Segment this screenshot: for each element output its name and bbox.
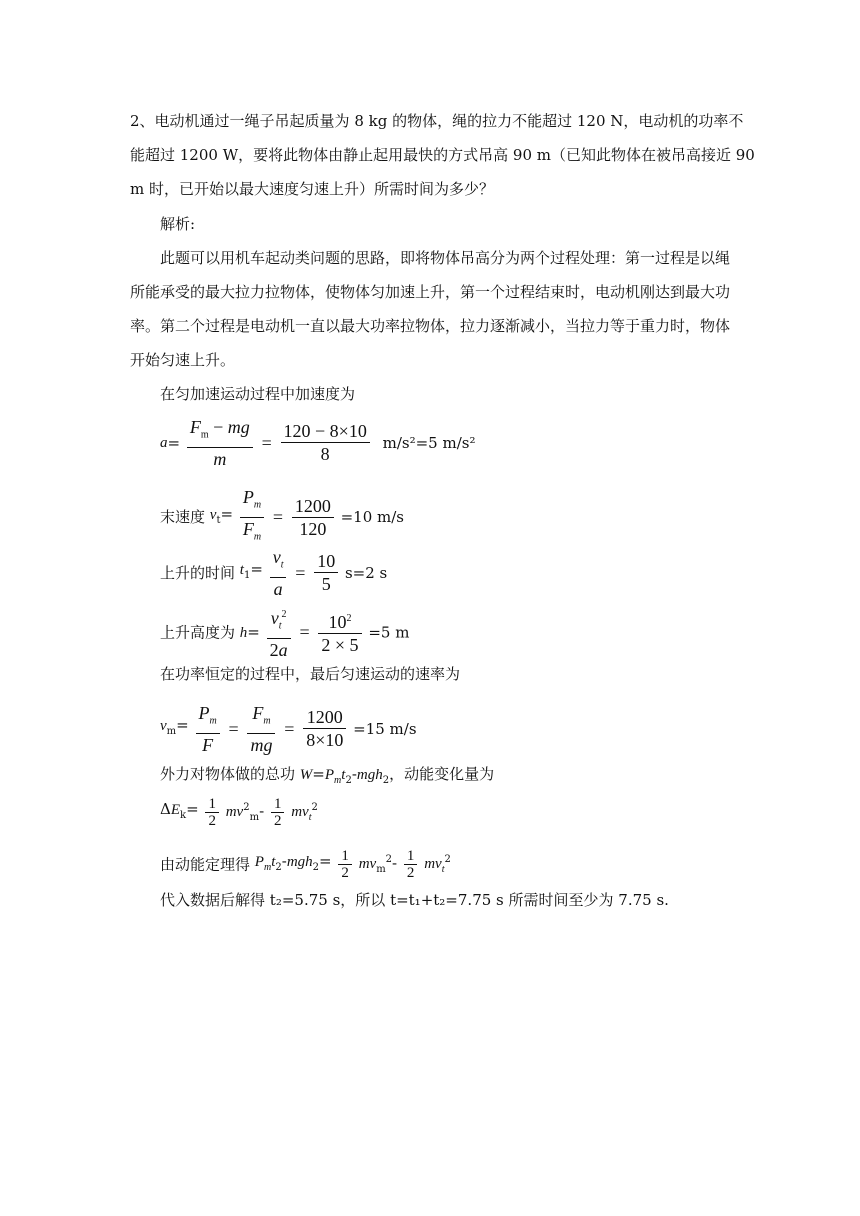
vm-result: =15 m/s xyxy=(353,719,417,738)
theorem-text: 由动能定理得 xyxy=(160,855,251,874)
accel-result: m/s²=5 m/s² xyxy=(382,433,476,452)
h-result: =5 m xyxy=(368,623,410,642)
work-text: 外力对物体做的总功 xyxy=(160,765,296,783)
vt-result: =10 m/s xyxy=(340,508,404,527)
analysis-label: 解析: xyxy=(160,215,196,233)
question-line-1: 2、电动机通过一绳子吊起质量为 8 kg 的物体，绳的拉力不能超过 120 N，电动机的功率不 xyxy=(130,112,744,130)
question-line-2: 能超过 1200 W，要将此物体由静止起用最快的方式吊高 90 m（已知此物体在被吊高接近 90 xyxy=(130,146,755,164)
accel-equation: a= $\frac{F_m - mg}{m}$ = $\frac{120 - 8\times 10}{8}$ m/s²=5 m/s² xyxy=(160,417,476,469)
t1-equation: 上升的时间 $t_1=$ $\frac{v_t}{a}$ = $\frac{10}{5}$ s=2 s xyxy=(160,547,388,599)
vt-equation: 末速度 $v_t=$ $\frac{P_m}{F_m}$ = $\frac{1200}{120}$ =10 m/s xyxy=(160,486,404,548)
h-equation: 上升高度为 h= $\frac{v_t^2}{2a}$ = $\frac{10^2}{2 \times 5}$ =5 m xyxy=(160,608,410,660)
question-line-3: m 时，已开始以最大速度匀速上升）所需时间为多少？ xyxy=(130,180,494,198)
delta-ek-equation: $\Delta E_k=$ $\frac{1}{2}$ $mv^2_m-$ $\frac{1}{2}$ $mv_t^2$ xyxy=(160,796,318,829)
accel-intro: 在匀加速运动过程中加速度为 xyxy=(160,385,356,403)
vm-equation: $v_m=$ $\frac{P_m}{F}$ = $\frac{F_m}{mg}$ = $\frac{1200}{8\times 10}$ =15 m/s xyxy=(160,703,417,755)
t1-result: s=2 s xyxy=(344,563,388,582)
explanation-line-2: 所能承受的最大拉力拉物体，使物体匀加速上升，第一个过程结束时，电动机刚达到最大功 xyxy=(130,283,731,301)
explanation-line-1: 此题可以用机车起动类问题的思路，即将物体吊高分为两个过程处理：第一过程是以绳 xyxy=(160,249,731,267)
theorem-equation: 由动能定理得 $P_mt_2-mgh_2=$ $\frac{1}{2}$ $mv_m^2-$ $\frac{1}{2}$ $mv_t^2$ xyxy=(160,848,451,881)
t1-label: 上升的时间 xyxy=(160,563,236,582)
const-power-intro: 在功率恒定的过程中，最后匀速运动的速率为 xyxy=(160,665,461,683)
final-line xyxy=(160,890,669,910)
final-b: t=t₁+t₂=7.75 s 所需时间至少为 7.75 s. xyxy=(390,891,669,909)
vt-label: 末速度 xyxy=(160,508,206,527)
work-line: 外力对物体做的总功 $W=P_mt_2-mgh_2$，动能变化量为 xyxy=(160,765,495,786)
explanation-line-3: 率。第二个过程是电动机一直以最大功率拉物体，拉力逐渐减小，当拉力等于重力时，物体 xyxy=(130,317,731,335)
final-prefix: 代入数据后解得 xyxy=(160,891,266,909)
work-tail: ，动能变化量为 xyxy=(389,765,495,783)
explanation-line-4: 开始匀速上升。 xyxy=(130,351,236,369)
h-label: 上升高度为 xyxy=(160,623,236,642)
final-a: t₂=5.75 s，所以 xyxy=(269,891,386,909)
